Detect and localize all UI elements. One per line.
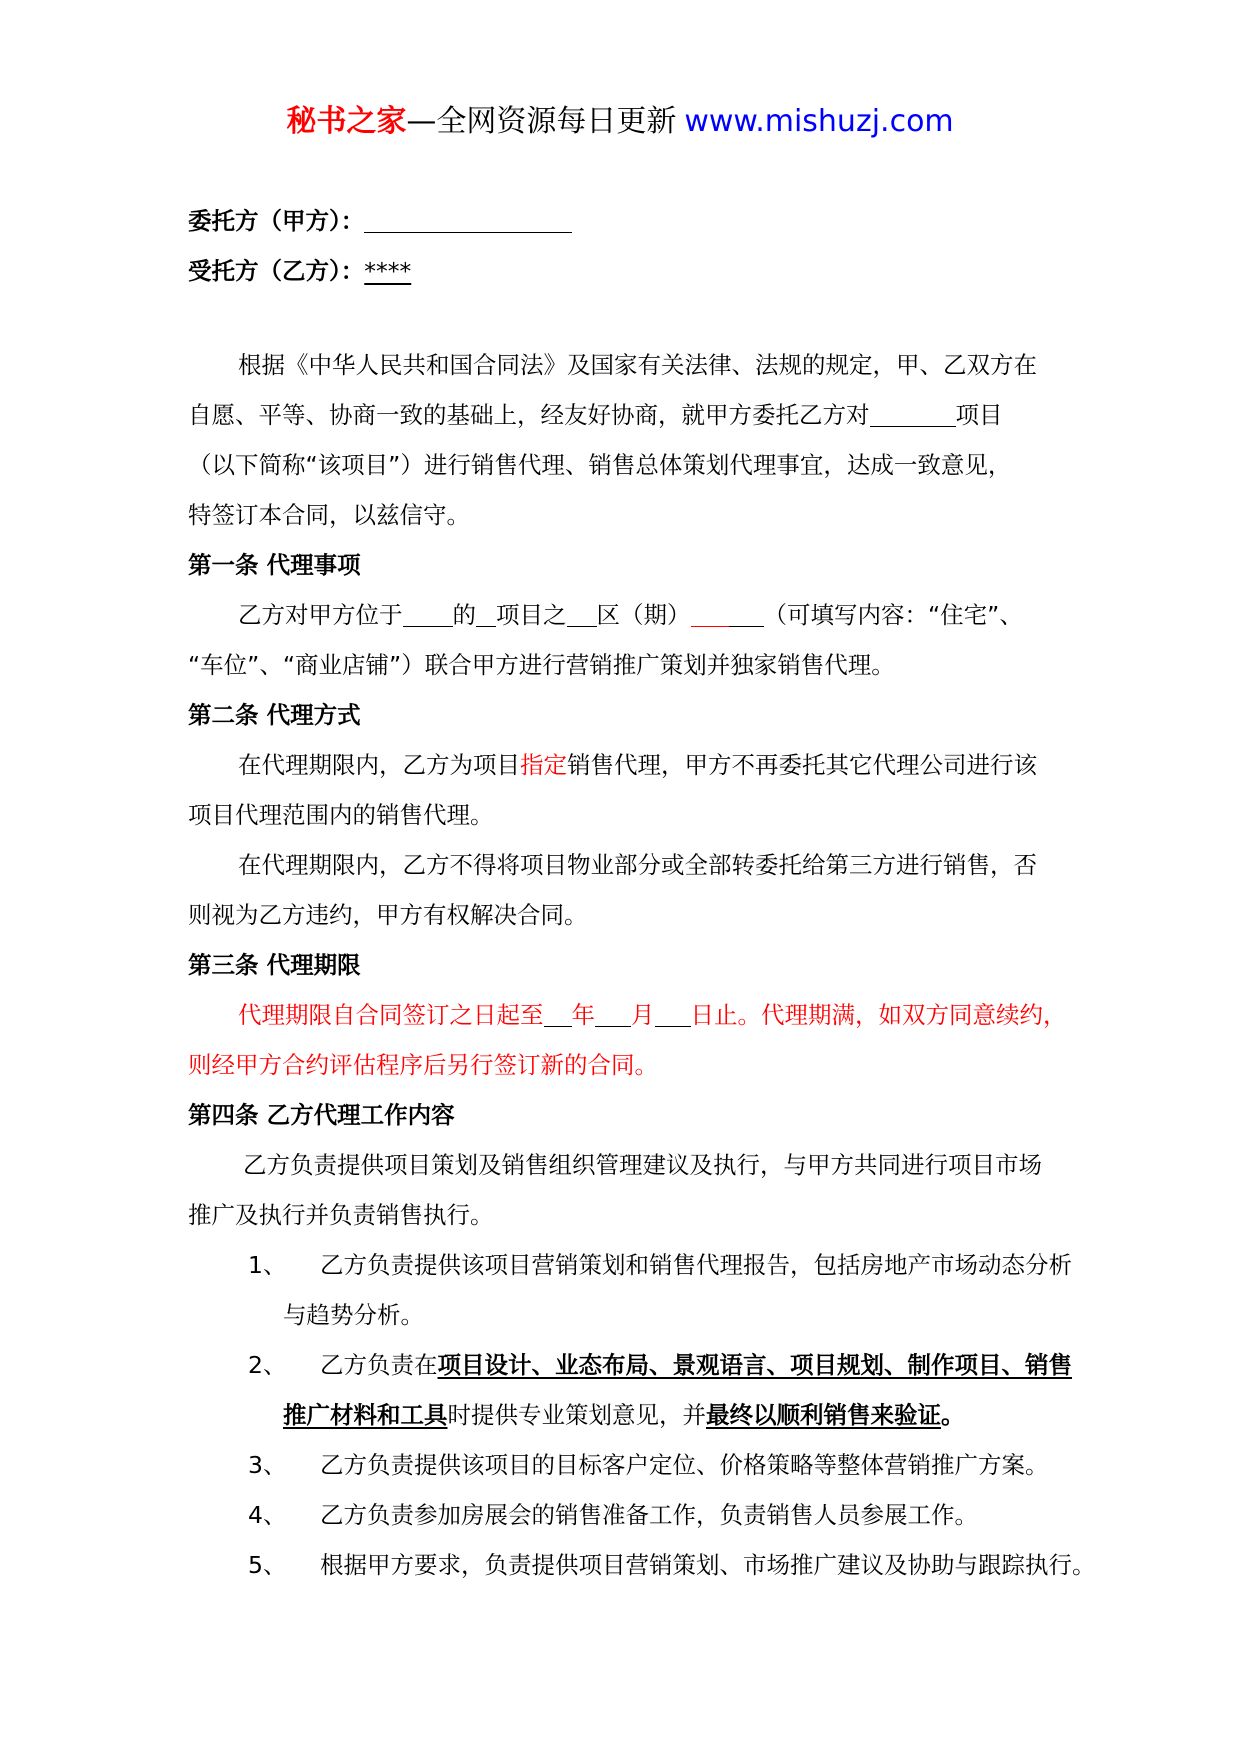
site-header <box>0 100 1240 144</box>
agent-value: **** <box>364 257 412 285</box>
article-2-para-1-line-1: 在代理期限内，乙方为项目指定销售代理，甲方不再委托其它代理公司进行该 <box>238 751 1037 779</box>
preamble-line-3: （以下简称“该项目”）进行销售代理、销售总体策划代理事宜，达成一致意见， <box>188 451 1012 479</box>
list-item-2-line-1: 2、 乙方负责在项目设计、业态布局、景观语言、项目规划、制作项目、销售 <box>248 1351 1072 1379</box>
preamble-line-1: 根据《中华人民共和国合同法》及国家有关法律、法规的规定，甲、乙双方在 <box>238 351 1037 379</box>
client-blank <box>364 206 572 233</box>
designated-highlight: 指定 <box>520 751 567 779</box>
article-2-para-1-line-2: 项目代理范围内的销售代理。 <box>188 801 494 829</box>
article-2-title: 第二条 代理方式 <box>188 701 361 729</box>
client-label: 委托方（甲方）： <box>188 207 365 235</box>
agent-party-line <box>188 246 1133 296</box>
article-4-intro-line-2: 推广及执行并负责销售执行。 <box>188 1201 494 1229</box>
list-item-3: 3、 乙方负责提供该项目的目标客户定位、价格策略等整体营销推广方案。 <box>248 1451 1049 1479</box>
article-2-para-2-line-1: 在代理期限内，乙方不得将项目物业部分或全部转委托给第三方进行销售，否 <box>238 851 1037 879</box>
tagline: —全网资源每日更新 <box>406 104 677 139</box>
article-3-line-2: 则经甲方合约评估程序后另行签订新的合同。 <box>188 1051 658 1079</box>
type-blank <box>729 600 764 627</box>
type-blank-red <box>691 600 729 627</box>
location-blank <box>403 600 453 627</box>
agent-label: 受托方（乙方）： <box>188 257 365 285</box>
article-2-para-2-line-2: 则视为乙方违约，甲方有权解决合同。 <box>188 901 588 929</box>
contract-body <box>188 196 1133 1590</box>
project-name-blank <box>476 600 496 627</box>
article-1-line-1: 乙方对甲方位于 的 项目之 区（期） （可填写内容：“住宅”、 <box>238 601 1023 629</box>
article-3-line-1: 代理期限自合同签订之日起至 年 月 日止。代理期满，如双方同意续约， <box>238 1001 1067 1029</box>
article-3-title: 第三条 代理期限 <box>188 951 361 979</box>
article-4-intro-line-1: 乙方负责提供项目策划及销售组织管理建议及执行，与甲方共同进行项目市场 <box>243 1151 1042 1179</box>
preamble-line-2: 自愿、平等、协商一致的基础上，经友好协商，就甲方委托乙方对 项目 <box>188 401 1003 429</box>
preamble-line-4: 特签订本合同，以兹信守。 <box>188 501 470 529</box>
site-url[interactable]: www.mishuzj.com <box>684 104 954 139</box>
day-blank <box>655 1000 691 1027</box>
article-1-line-2: “车位”、“商业店铺”）联合甲方进行营销推广策划并独家销售代理。 <box>188 651 895 679</box>
brand-name: 秘书之家 <box>286 104 407 139</box>
year-blank <box>544 1000 572 1027</box>
article-4-title: 第四条 乙方代理工作内容 <box>188 1101 455 1129</box>
list-item-4: 4、 乙方负责参加房展会的销售准备工作，负责销售人员参展工作。 <box>248 1501 978 1529</box>
article-1-title: 第一条 代理事项 <box>188 551 361 579</box>
list-item-2-line-2: 推广材料和工具时提供专业策划意见，并最终以顺利销售来验证。 <box>283 1401 965 1429</box>
zone-blank <box>567 600 597 627</box>
list-item-1-line-2: 与趋势分析。 <box>283 1301 424 1329</box>
project-blank <box>870 400 956 427</box>
list-item-1-line-1: 1、 乙方负责提供该项目营销策划和销售代理报告，包括房地产市场动态分析 <box>248 1251 1072 1279</box>
month-blank <box>595 1000 631 1027</box>
list-item-5: 5、 根据甲方要求，负责提供项目营销策划、市场推广建议及协助与跟踪执行。 <box>248 1551 1096 1579</box>
client-party-line <box>188 196 1133 246</box>
